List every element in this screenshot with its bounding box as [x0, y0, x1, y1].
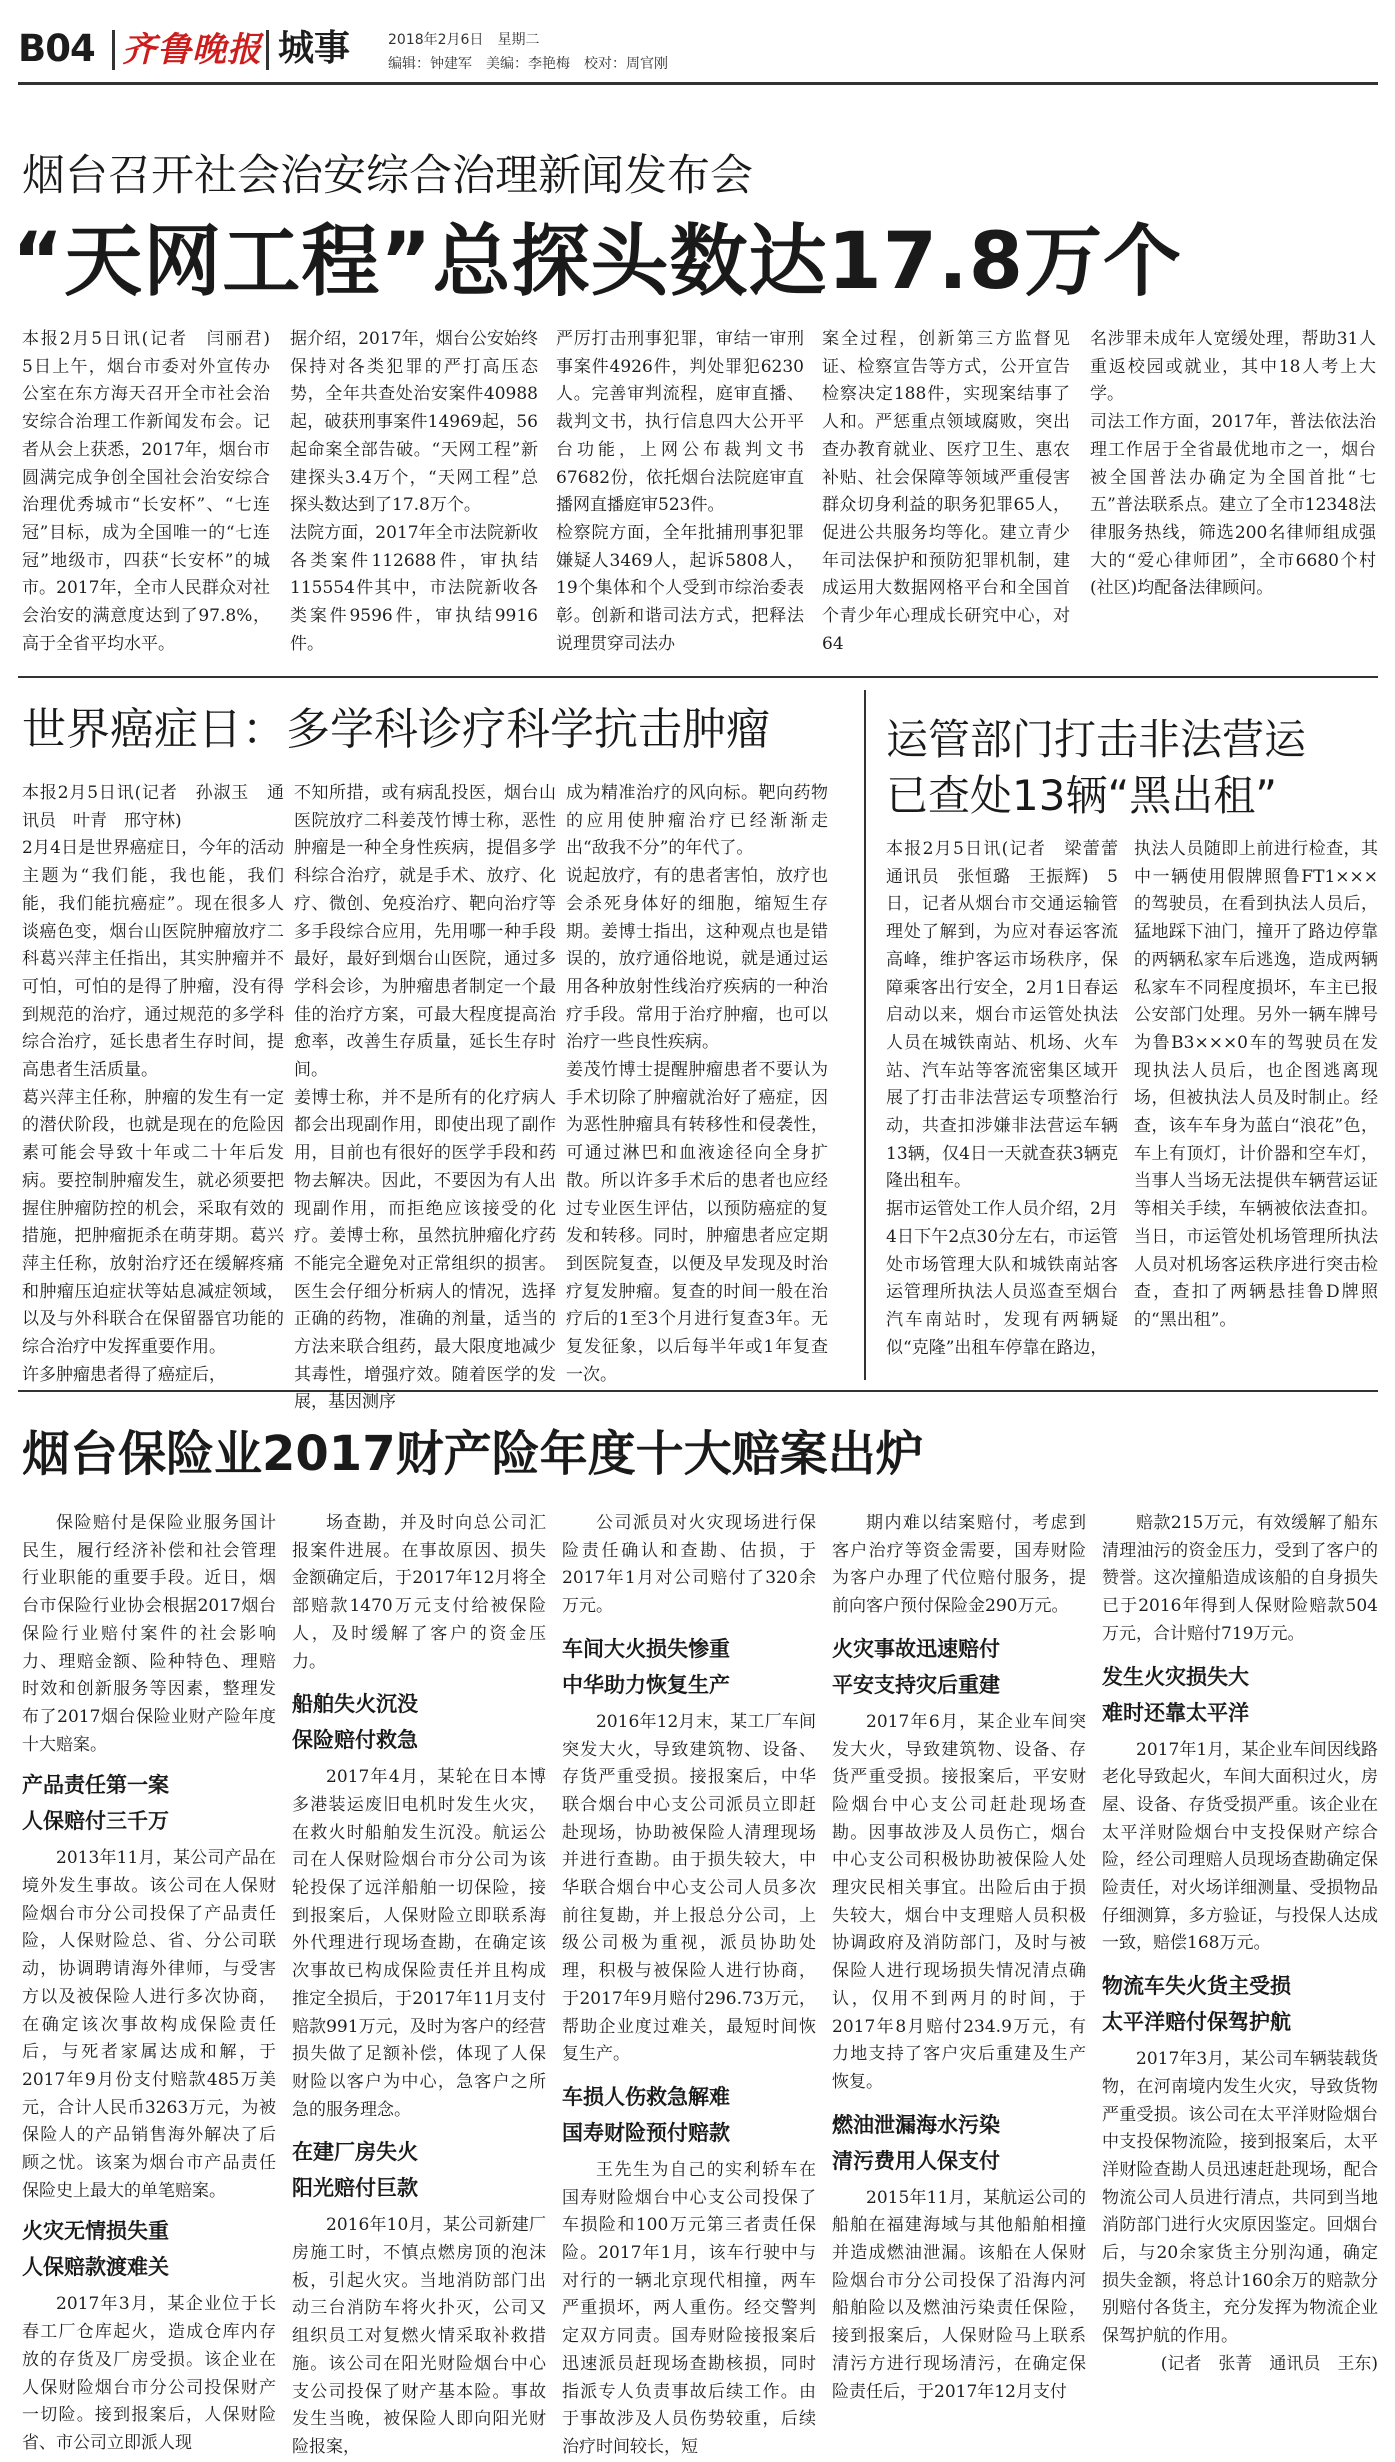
a4-case-4-cont: 公司派员对火灾现场进行保险责任确认和查勘、估损，于2017年1月对公司赔付了320余万元。: [562, 1513, 816, 1617]
a4-case-8: 2015年11月，某航运公司的船舶在福建海域与其他船舶相撞并造成燃油泄漏。该船在人保财险烟台市分公司投保了沿海内河船舶险以及燃油污染责任保险，接到报案后，人保财险马上联系清污方进行现场清污，在确定保险责任后，于2017年12月支付: [832, 2187, 1086, 2402]
a4-case-5: 2016年12月末，某工厂车间突发大火，导致建筑物、设备、存货严重受损。接报案后，中华联合烟台中心支公司派员立即赶赴现场，协助被保险人清理现场并进行查勘。由于损失较大，中华联合烟台中心支公司人员多次前往复勘，并上报总分公司，上级公司极为重视，派员协助处理，积极与被保险人进行协商，于2017年9月赔付296.73万元，帮助企业度过难关，最短时间恢复生产。: [562, 1711, 816, 2065]
a3-headline-line-2: 已查处13辆“黑出租”: [886, 771, 1277, 820]
a4-sub-6b: 国寿财险预付赔款: [562, 2120, 730, 2145]
a4-case-10: 2017年3月，某公司车辆装载货物，在河南境内发生火灾，导致货物严重受损。该公司在太平洋财险烟台中支投保物流险，接到报案后，太平洋财险查勘人员迅速赶赴现场，配合物流公司人员进行清点，共同到当地消防部门进行火灾原因鉴定。回烟台后，与20余家货主分别沟通，确定损失金额，将总计160余万的赔款分别赔付各货主，充分发挥为物流企业保驾护航的作用。: [1102, 2049, 1378, 2347]
a4-case-1: 2013年11月，某公司产品在境外发生事故。该公司在人保财险烟台市分公司投保了产品责任险，人保财险总、省、分公司联动，协调聘请海外律师，与受害方以及被保险人进行多次协商，在确定该次事故构成保险责任后，与死者家属达成和解，于2017年9月份支付赔款485万美元，合计人民币3263万元，为被保险人的产品销售海外解决了后顾之忧。该案为烟台市产品责任保险史上最大的单笔赔案。: [22, 1848, 276, 2201]
a4-col-3: [562, 1510, 816, 2457]
a4-sub-9b: 难时还靠太平洋: [1102, 1700, 1249, 1725]
a4-sub-3: 船舶失火沉没: [292, 1692, 418, 1717]
issue-date: [388, 30, 539, 50]
a1-col-3: 严厉打击刑事犯罪，审结一审刑事案件4926件，判处罪犯6230人。完善审判流程，庭审直播、裁判文书，执行信息四大公开平台功能，上网公布裁判文书67682份，依托烟台法院庭审直播网直播庭审523件。 检察院方面，全年批捕刑事犯罪嫌疑人3469人，起诉5808人，19个集体和个人受到市综治委表彰。创新和谐司法方式，把释法说理贯穿司法办: [556, 329, 804, 654]
a2-col-3: 成为精准治疗的风向标。靶向药物的应用使肿瘤治疗已经渐渐走出“敌我不分”的年代了。 说起放疗，有的患者害怕，放疗也会杀死身体好的细胞，缩短生存期。姜博士指出，这种观点也是错误的，放疗通俗地说，就是通过运用各种放射性线治疗疾病的一种治疗手段。常用于治疗肿瘤，也可以治疗一些良性疾病。 姜茂竹博士提醒肿瘤患者不要认为手术切除了肿瘤就治好了癌症，因为恶性肿瘤具有转移性和侵袭性，可通过淋巴和血液途径向全身扩散。所以许多手术后的患者也应经过专业医生评估，以预防癌症的复发和转移。同时，肿瘤患者应定期到医院复查，以便及早发现及时治疗复发肿瘤。复查的时间一般在治疗后的1至3个月进行复查3年。无复发征象，以后每半年或1年复查一次。: [566, 783, 828, 1385]
a2-col-1: 本报2月5日讯(记者 孙淑玉 通讯员 叶青 邢守林) 2月4日是世界癌症日，今年的活动主题为“我们能，我也能，我们能，我们能抗癌症”。现在很多人谈癌色变，烟台山医院肿瘤放疗二科葛兴萍主任指出，其实肿瘤并不可怕，可怕的是得了肿瘤，没有得到规范的治疗，通过规范的多学科综合治疗，延长患者生存时间，提高患者生活质量。 葛兴萍主任称，肿瘤的发生有一定的潜伏阶段，也就是现在的危险因素可能会导致十年或二十年后发病。要控制肿瘤发生，就必须要把握住肿瘤防控的机会，采取有效的措施，把肿瘤扼杀在萌芽期。葛兴萍主任称，放射治疗还在缓解疼痛和肿瘤压迫症状等姑息减症领域，以及与外科联合在保留器官功能的综合治疗中发挥重要作用。 许多肿瘤患者得了癌症后，: [22, 783, 284, 1385]
date-text: 2018年2月6日: [388, 32, 484, 48]
page-number: B04: [18, 27, 95, 70]
a4-sub-10: 物流车失火货主受损: [1102, 1974, 1291, 1999]
masthead-rule: [18, 82, 1378, 85]
newspaper-logo: 齐鲁晚报: [122, 30, 262, 70]
staff-credits: 编辑：钟建军 美编：李艳梅 校对：周官刚: [388, 56, 668, 72]
a4-byline: (记者 张菁 通讯员 王东): [1160, 2353, 1378, 2374]
a4-case-3: 2017年4月，某轮在日本博多港装运废旧电机时发生火灾，在救火时船舶发生沉没。航运公司在人保财险烟台市分公司为该轮投保了远洋船舶一切保险，接到报案后，人保财险立即联系海外代理进行现场查勘，在确定该次事故已构成保险责任并且构成推定全损后，于2017年11月支付赔款991万元，及时为客户的经营损失做了足额补偿，体现了人保财险以客户为中心，急客户之所急的服务理念。: [292, 1767, 546, 2120]
a4-sub-2b: 人保赔款渡难关: [22, 2255, 169, 2280]
a4-sub-6: 车损人伤救急解难: [562, 2084, 730, 2109]
a4-sub-4: 在建厂房失火: [292, 2140, 418, 2165]
a2-bottom-rule: [18, 1390, 1378, 1392]
a1-col-2: 据介绍，2017年，烟台公安始终保持对各类犯罪的严打高压态势，全年共查处治安案件40988起，破获刑事案件14969起，56起命案全部告破。“天网工程”新建探头3.4万个，“天网工程”总探头数达到了17.8万个。 法院方面，2017年全市法院新收各类案件112688件，审执结115554件其中，市法院新收各类案件9596件，审执结9916件。: [290, 329, 538, 654]
a4-case-9: 2017年1月，某企业车间因线路老化导致起火，车间大面积过火，房屋、设备、存货受损严重。该企业在太平洋财险烟台中支投保财产综合险，经公司理赔人员现场查勘确定保险责任，对火场详细测量、受损物品仔细测算，多方验证，与投保人达成一致，赔偿168万元。: [1102, 1739, 1378, 1954]
a2-col-2: 不知所措，或有病乱投医，烟台山医院放疗二科姜茂竹博士称，恶性肿瘤是一种全身性疾病，提倡多学科综合治疗，就是手术、放疗、化疗、微创、免疫治疗、靶向治疗等多手段综合应用，先用哪一种手段最好，最好到烟台山医院，通过多学科会诊，为肿瘤患者制定一个最佳的治疗方案，可最大程度提高治愈率，改善生存质量，延长生存时间。 姜博士称，并不是所有的化疗病人都会出现副作用，即使出现了副作用，目前也有很好的医学手段和药物去解决。因此，不要因为有人出现副作用，而拒绝应该接受的化疗。姜博士称，虽然抗肿瘤化疗药不能完全避免对正常组织的损害。医生会仔细分析病人的情况，选择正确的药物，准确的剂量，适当的方法来联合组药，最大限度地减少其毒性，增强疗效。随着医学的发展，基因测序: [294, 783, 556, 1413]
a4-case-8-cont: 赔款215万元，有效缓解了船东清理油污的资金压力，受到了客户的赞誉。这次撞船造成该船的自身损失已于2016年得到人保财险赔款504万元，合计赔付719万元。: [1102, 1513, 1378, 1644]
a4-sub-1: 产品责任第一案: [22, 1773, 169, 1798]
masthead-divider: [112, 30, 115, 70]
a4-col-1: [22, 1510, 276, 2453]
a4-sub-5b: 中华助力恢复生产: [562, 1672, 730, 1697]
a4-sub-7b: 平安支持灾后重建: [832, 1672, 1000, 1697]
a4-case-2: 2017年3月，某企业位于长春工厂仓库起火，造成仓库内存放的存货及厂房受损。该企业在人保财险烟台市分公司投保财产一切险。接到报案后，人保财险省、市公司立即派人现: [22, 2294, 276, 2453]
a4-case-4: 2016年10月，某公司新建厂房施工时，不慎点燃房顶的泡沫板，引起火灾。当地消防部门出动三台消防车将火扑灭，公司又组织员工对复燃火情采取补救措施。该公司在阳光财险烟台中心支公司投保了财产基本险。事故发生当晚，被保险人即向阳光财险报案，: [292, 2215, 546, 2457]
a4-sub-8b: 清污费用人保支付: [832, 2148, 1000, 2173]
column-divider: [864, 690, 866, 1380]
a1-col-1: 本报2月5日讯(记者 闫丽君) 5日上午，烟台市委对外宣传办公室在东方海天召开全市社会治安综合治理工作新闻发布会。记者从会上获悉，2017年，烟台市圆满完成争创全国社会治安综合治理优秀城市“长安杯”、“七连冠”目标，成为全国唯一的“七连冠”地级市，四获“长安杯”的城市。2017年，全市人民群众对社会治安的满意度达到了97.8%，高于全省平均水平。: [22, 329, 287, 654]
a4-sub-9: 发生火灾损失大: [1102, 1664, 1249, 1689]
a1-col-5: 名涉罪未成年人宽缓处理，帮助31人重返校园或就业，其中18人考上大学。 司法工作方面，2017年，普法依法治理工作居于全省最优地市之一，烟台被全国普法办确定为全国首批“七五”普法联系点。建立了全市12348法律服务热线，筛选200名律师组成强大的“爱心律师团”，全市6680个村(社区)均配备法律顾问。: [1090, 329, 1376, 599]
a4-sub-8: 燃油泄漏海水污染: [832, 2112, 1000, 2137]
a4-sub-2: 火灾无情损失重: [22, 2219, 169, 2244]
a3-col-1: 本报2月5日讯(记者 梁蕾蕾 通讯员 张恒璐 王振辉) 5日，记者从烟台市交通运输管理处了解到，为应对春运客流高峰，维护客运市场秩序，保障乘客出行安全，2月1日春运启动以来，烟台市运管处执法人员在城铁南站、机场、火车站、汽车站等客流密集区域开展了打击非法营运专项整治行动，共查扣涉嫌非法营运车辆13辆，仅4日一天就查获3辆克隆出租车。 据市运管处工作人员介绍，2月4日下午2点30分左右，市运管处市场管理大队和城铁南站客运管理所执法人员巡查至烟台汽车南站时，发现有两辆疑似“克隆”出租车停靠在路边，: [886, 839, 1118, 1358]
section-name: 城事: [278, 28, 351, 69]
a4-case-7: 2017年6月，某企业车间突发大火，导致建筑物、设备、存货严重受损。接报案后，平安财险烟台中心支公司赶赴现场查勘。因事故涉及人员伤亡，烟台中心支公司积极协助被保险人处理灾民相关事宜。出险后由于损失较大，烟台中支理赔人员积极协调政府及消防部门，及时与被保险人进行现场损失情况清点确认，仅用不到两月的时间，于2017年8月赔付234.9万元，有力地支持了客户灾后重建及生产恢复。: [832, 1711, 1086, 2092]
a1-headline: “天网工程”总探头数达17.8万个: [12, 217, 1182, 307]
a3-col-2: 执法人员随即上前进行检查，其中一辆使用假牌照鲁FT1×××的驾驶员，在看到执法人员后，猛地踩下油门，撞开了路边停靠的两辆私家车后逃逸，造成两辆私家车不同程度损坏，车主已报公安部门处理。另外一辆车牌号为鲁B3×××0车的驾驶员在发现执法人员后，也企图逃离现场，但被执法人员及时制止。经查，该车车身为蓝白“浪花”色，车上有顶灯，计价器和空车灯，当事人当场无法提供车辆营运证等相关手续，车辆被依法查扣。当日，市运管处机场管理所执法人员对机场客运秩序进行突击检查，查扣了两辆悬挂鲁D牌照的“黑出租”。: [1134, 839, 1378, 1330]
a1-bottom-rule: [18, 676, 1378, 678]
a4-col-5: [1102, 1510, 1378, 2372]
a4-sub-4b: 阳光赔付巨款: [292, 2176, 418, 2201]
a1-col-4: 案全过程，创新第三方监督见证、检察宣告等方式，公开宣告检察决定188件，实现案结事了人和。严惩重点领域腐败，突出查办教育就业、医疗卫生、惠农补贴、社会保障等领域严重侵害群众切身利益的职务犯罪65人，促进公共服务均等化。建立青少年司法保护和预防犯罪机制，建成运用大数据网格平台和全国首个青少年心理成长研究中心，对64: [822, 329, 1070, 654]
a4-sub-10b: 太平洋赔付保驾护航: [1102, 2010, 1291, 2035]
a3-headline-line-1: 运管部门打击非法营运: [886, 715, 1307, 764]
a4-col-4: [832, 1510, 1086, 2402]
weekday-text: 星期二: [497, 32, 540, 48]
a4-case-2-cont: 场查勘，并及时向总公司汇报案件进展。在事故原因、损失金额确定后，于2017年12月将全部赔款1470万元支付给被保险人，及时缓解了客户的资金压力。: [292, 1513, 546, 1672]
a4-case-6-cont: 期内难以结案赔付，考虑到客户治疗等资金需要，国寿财险为客户办理了代位赔付服务，提前向客户预付保险金290万元。: [832, 1513, 1086, 1617]
a4-intro: 保险赔付是保险业服务国计民生，履行经济补偿和社会管理行业职能的重要手段。近日，烟台市保险行业协会根据2017烟台保险行业赔付案件的社会影响力、理赔金额、险种特色、理赔时效和创新服务等因素，整理发布了2017烟台保险业财产险年度十大赔案。: [22, 1513, 276, 1755]
a4-headline: 烟台保险业2017财产险年度十大赔案出炉: [22, 1426, 924, 1482]
a4-col-2: [292, 1510, 546, 2457]
a4-sub-3b: 保险赔付救急: [292, 1728, 418, 1753]
a4-sub-7: 火灾事故迅速赔付: [832, 1636, 1000, 1661]
a4-case-6: 王先生为自己的实利轿车在国寿财险烟台中心支公司投保了车损险和100万元第三者责任保险。2017年1月，该车行驶中与对行的一辆北京现代相撞，两车严重损坏，两人重伤。经交警判定双方同责。国寿财险接报案后迅速派员赶现场查勘核损，同时指派专人负责事故后续工作。由于事故涉及人员伤势较重，后续治疗时间较长，短: [562, 2159, 816, 2457]
a4-sub-5: 车间大火损失惨重: [562, 1636, 730, 1661]
a2-headline: 世界癌症日：多学科诊疗科学抗击肿瘤: [22, 704, 770, 755]
a4-sub-1b: 人保赔付三千万: [22, 1809, 169, 1834]
masthead-divider-2: [266, 30, 269, 70]
a1-kicker: 烟台召开社会治安综合治理新闻发布会: [22, 151, 753, 201]
